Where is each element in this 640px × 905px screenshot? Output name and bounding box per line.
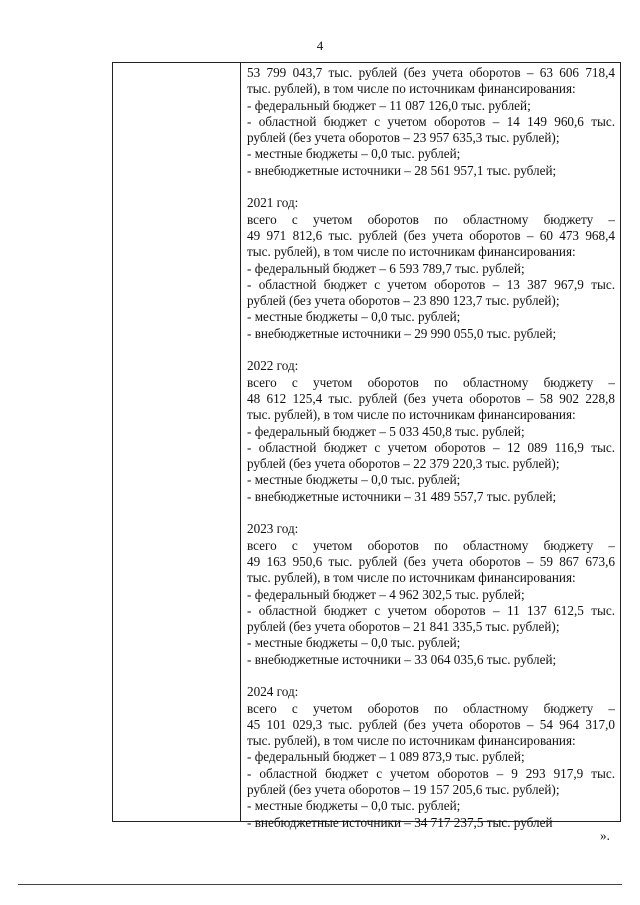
funding-line: - внебюджетные источники – 34 717 237,5 тыс. рублей: [247, 814, 553, 830]
funding-line: рублей (без учета оборотов – 22 379 220,3 тыс. рублей);: [247, 456, 560, 472]
funding-line: 53 799 043,7 тыс. рублей (без учета оборотов – 63 606 718,4: [247, 65, 615, 80]
funding-line: 49 163 950,6 тыс. рублей (без учета оборотов – 59 867 673,6: [247, 553, 615, 569]
block-spacer: [247, 179, 615, 195]
funding-line: всего с учетом оборотов по областному бюджету –: [247, 211, 615, 227]
funding-line: рублей (без учета оборотов – 19 157 205,6 тыс. рублей);: [247, 782, 560, 798]
funding-line: всего с учетом оборотов по областному бюджету –: [247, 537, 615, 553]
funding-line: тыс. рублей), в том числе по источникам финансирования:: [247, 244, 576, 260]
funding-line: тыс. рублей), в том числе по источникам финансирования:: [247, 733, 576, 749]
funding-line: - областной бюджет с учетом оборотов – 11 137 612,5 тыс.: [247, 602, 615, 618]
year-heading: 2021 год:: [247, 195, 299, 211]
funding-line: тыс. рублей), в том числе по источникам финансирования:: [247, 570, 576, 586]
funding-line: - внебюджетные источники – 29 990 055,0 тыс. рублей;: [247, 325, 557, 341]
funding-line: - местные бюджеты – 0,0 тыс. рублей;: [247, 798, 461, 814]
year-heading: 2024 год:: [247, 684, 299, 700]
funding-line: - местные бюджеты – 0,0 тыс. рублей;: [247, 635, 461, 651]
year-heading: 2022 год:: [247, 358, 299, 374]
funding-table: [112, 62, 621, 830]
funding-line: - федеральный бюджет – 11 087 126,0 тыс. рублей;: [247, 97, 531, 113]
funding-line: 45 101 029,3 тыс. рублей (без учета оборотов – 54 964 317,0: [247, 716, 615, 732]
funding-line: - федеральный бюджет – 5 033 450,8 тыс. рублей;: [247, 423, 525, 439]
funding-line: 48 612 125,4 тыс. рублей (без учета оборотов – 58 902 228,8: [247, 390, 615, 406]
table-right-cell: [247, 65, 615, 831]
funding-line: - федеральный бюджет – 6 593 789,7 тыс. рублей;: [247, 260, 525, 276]
footer-divider: [18, 884, 622, 885]
funding-line: - внебюджетные источники – 28 561 957,1 тыс. рублей;: [247, 162, 557, 178]
funding-line: рублей (без учета оборотов – 23 957 635,3 тыс. рублей);: [247, 130, 560, 146]
funding-line: - федеральный бюджет – 4 962 302,5 тыс. рублей;: [247, 586, 525, 602]
block-spacer: [247, 668, 615, 684]
funding-line: тыс. рублей), в том числе по источникам финансирования:: [247, 407, 576, 423]
funding-line: - местные бюджеты – 0,0 тыс. рублей;: [247, 309, 461, 325]
funding-line: - федеральный бюджет – 1 089 873,9 тыс. рублей;: [247, 749, 525, 765]
funding-line: - внебюджетные источники – 31 489 557,7 тыс. рублей;: [247, 488, 557, 504]
year-heading: 2023 год:: [247, 521, 299, 537]
funding-line: всего с учетом оборотов по областному бюджету –: [247, 700, 615, 716]
block-spacer: [247, 342, 615, 358]
funding-line: рублей (без учета оборотов – 21 841 335,5 тыс. рублей);: [247, 619, 560, 635]
funding-line: - областной бюджет с учетом оборотов – 14 149 960,6 тыс.: [247, 113, 615, 129]
funding-line: рублей (без учета оборотов – 23 890 123,7 тыс. рублей);: [247, 293, 560, 309]
funding-line: всего с учетом оборотов по областному бюджету –: [247, 374, 615, 390]
funding-line: - областной бюджет с учетом оборотов – 9 293 917,9 тыс.: [247, 765, 615, 781]
page-number: 4: [316, 38, 324, 53]
funding-line: тыс. рублей), в том числе по источникам финансирования:: [247, 81, 576, 97]
closing-quote-mark: ».: [600, 828, 610, 843]
funding-line: - местные бюджеты – 0,0 тыс. рублей;: [247, 146, 461, 162]
funding-line: - местные бюджеты – 0,0 тыс. рублей;: [247, 472, 461, 488]
block-spacer: [247, 505, 615, 521]
table-left-cell: [113, 63, 241, 821]
funding-line: - внебюджетные источники – 33 064 035,6 тыс. рублей;: [247, 651, 557, 667]
funding-line: 49 971 812,6 тыс. рублей (без учета оборотов – 60 473 968,4: [247, 227, 615, 243]
funding-line: - областной бюджет с учетом оборотов – 12 089 116,9 тыс.: [247, 439, 615, 455]
funding-line: - областной бюджет с учетом оборотов – 13 387 967,9 тыс.: [247, 276, 615, 292]
